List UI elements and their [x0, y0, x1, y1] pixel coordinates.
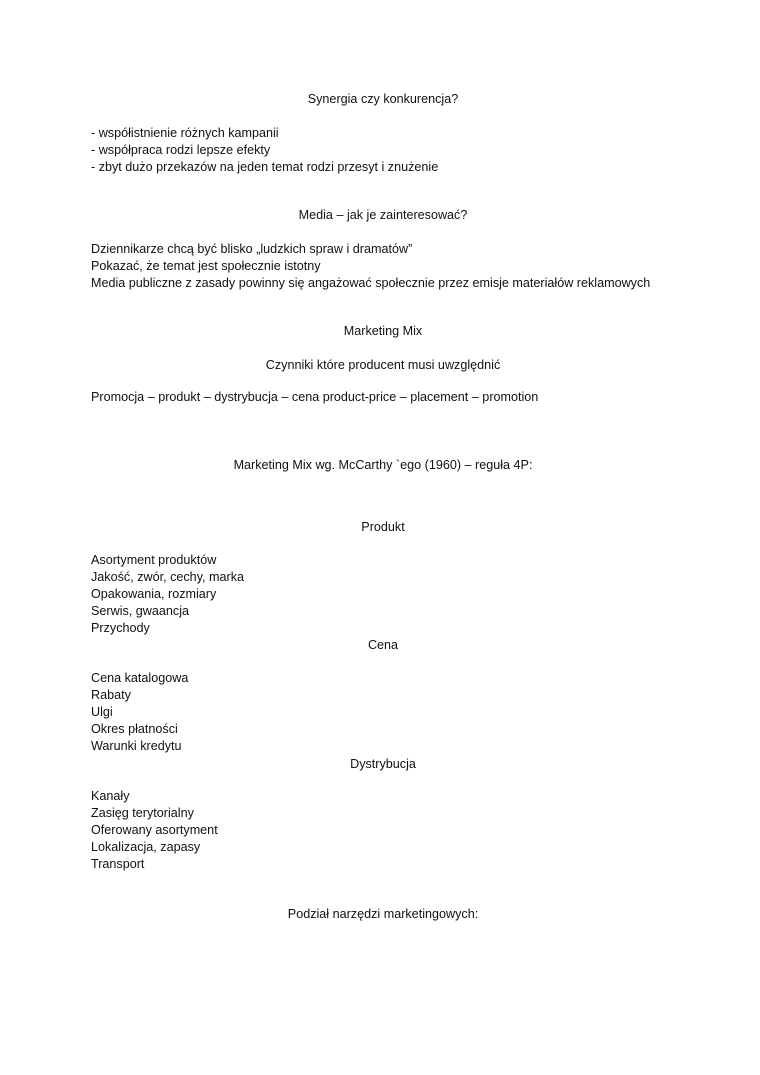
list-item: Asortyment produktów: [91, 553, 217, 567]
paragraph-promocja: Promocja – produkt – dystrybucja – cena product-price – placement – promotion: [91, 390, 539, 404]
list-item: Opakowania, rozmiary: [91, 587, 217, 601]
list-item: Kanały: [91, 789, 130, 803]
list-item: Okres płatności: [91, 722, 178, 736]
list-item: Serwis, gwaancja: [91, 604, 189, 618]
list-item: Rabaty: [91, 688, 131, 702]
list-item: Zasięg terytorialny: [91, 806, 194, 820]
heading-marketing-mix: Marketing Mix: [343, 324, 423, 338]
subheading-czynniki: Czynniki które producent musi uwzględnić: [265, 358, 501, 372]
list-item: Transport: [91, 857, 145, 871]
heading-produkt: Produkt: [361, 520, 405, 534]
list-item: - współistnienie różnych kampanii: [91, 126, 279, 140]
list-item: - zbyt dużo przekazów na jeden temat rodzi przesyt i znużenie: [91, 160, 439, 174]
heading-dystrybucja: Dystrybucja: [350, 757, 416, 771]
list-item: Dziennikarze chcą być blisko „ludzkich spraw i dramatów”: [91, 242, 413, 256]
heading-cena: Cena: [367, 638, 399, 652]
heading-media: Media – jak je zainteresować?: [298, 208, 468, 222]
list-item: Warunki kredytu: [91, 739, 182, 753]
list-item: Przychody: [91, 621, 150, 635]
heading-mccarthy: Marketing Mix wg. McCarthy `ego (1960) – reguła 4P:: [233, 458, 533, 472]
list-item: - współpraca rodzi lepsze efekty: [91, 143, 271, 157]
list-item: Oferowany asortyment: [91, 823, 218, 837]
heading-synergia: Synergia czy konkurencja?: [307, 92, 459, 106]
heading-podzial: Podział narzędzi marketingowych:: [287, 907, 479, 921]
list-item: Pokazać, że temat jest społecznie istotny: [91, 259, 321, 273]
list-item: Ulgi: [91, 705, 113, 719]
list-item: Media publiczne z zasady powinny się angażować społecznie przez emisje materiałów reklamowych: [91, 276, 651, 290]
list-item: Lokalizacja, zapasy: [91, 840, 201, 854]
list-item: Cena katalogowa: [91, 671, 189, 685]
list-item: Jakość, zwór, cechy, marka: [91, 570, 245, 584]
